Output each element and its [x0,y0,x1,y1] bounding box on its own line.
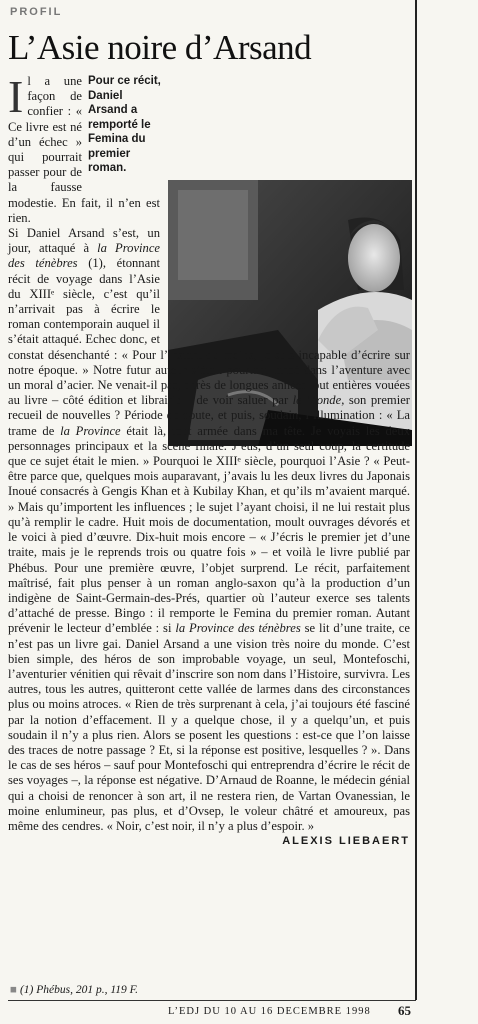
newspaper-title: le Monde [292,393,342,408]
headline: L’Asie noire d’Arsand [8,28,312,67]
folio: L’EDJ DU 10 AU 16 DECEMBRE 1998 [168,1006,371,1017]
page-number: 65 [398,1003,411,1018]
photo-caption: Pour ce récit, Daniel Arsand a remporté le Femina du premier roman. [88,75,161,174]
paragraph-body: Si Daniel Arsand s’est, un jour, attaqué à la Province des ténèbres (1), étonnant récit de voyage dans l’Asie du XIIIᵉ siècle, c’est qu’il n’arrivait pas à écrire le roman contemporain auquel il s’était attaqué. Echec donc, et constat désenchanté : « Pour l’instant du moins, je suis incapable d’écrire sur notre époque. » Notre futur auteur s’était pourtant lancé dans l’aventure avec un moral d’acier. Ne venait-il pas, après de longues années tout entières vouées au livre – côté édition et librairie – de voir saluer par le Monde, son premier recueil de nouvelles ? Période de doute, et puis, soudain, l’illumination : « La trame de la Province était là, tout armée dans ma tête. Je voyais les deux personnages principaux et la scène finale. J’eus, d’un seul coup, la certitude que ce sujet était le mien. » Pourquoi le XIIIᵉ siècle, pourquoi l’Asie ? « Peut-être parce que, quelques mois auparavant, j’avais lu les deux livres du Japonais Inoué consacrés à Gengis Khan et à Kubilay Khan, et qu’ils m’avaient marqué. » Mais qu’importent les influences ; le sujet l’ayant choisi, il ne lui restait plus qu’à remplir le cadre. Huit mois de documentation, moult ouvrages dévorés et le voici à pied d’œuvre. Dix-huit mois encore – « J’écris le premier jet d’une traite, mais je le reprends trois ou quatre fois » – et voilà le livre publié par Phébus. Pour une première œuvre, l’objet surprend. Le récit, parfaitement maîtrisé, fait plus penser à un roman anglo-saxon qu’à la production d’un indigène de Saint-Germain-des-Prés, quartier où l’auteur exerce ses talents d’attaché de presse. Bingo : il remporte le Femina du premier roman. Autant prévenir le lecteur d’emblée : si la Province des ténèbres se lit d’une traite, ce n’est pas un livre gai. Daniel Arsand a une vision très noire du monde. C’est bien simple, des héros de son improbable voyage, un seul, Montefoschi, l’aventurier vénitien qui rêvait d’inscrire son nom dans l’Histoire, survivra. Les autres, tous les autres, quitteront cette vallée de larmes dans des circonstances plus ou moins atroces. « Rien de très surprenant à cela, j’ai toujours été fasciné par la notion d’effacement. Il y a quelque chose, il y a quelqu’un, et puis soudain il n’y a plus rien. Alors se posent les questions : est-ce que l’on laisse des traces de notre passage ? Et, si la réponse est positive, lesquelles ? ». Dans le cas de ses héros – sauf pour Montefoschi qui entreprendra d’écrire le récit de ses voyages –, la réponse est négative. D’Arnaud de Roanne, le médecin génial qui a choisi de renoncer à son art, il ne restera rien, de Vartan Ovanessian, le moine enlumineur, pas plus, et d’Ovsep, le voleur châtré et amoureux, pas même des cendres. « Noir, c’est noir, il n’y a plus d’espoir. » [8,226,410,833]
footer-rule [8,1000,416,1001]
footnote: ■ (1) Phébus, 201 p., 119 F. [10,984,139,996]
article-body [8,71,410,849]
byline: ALEXIS LIEBAERT [282,835,410,848]
drop-cap: I [8,71,24,122]
book-title-repeat: la Province des ténèbres [175,621,301,636]
paragraph-intro: l a une façon de confier : « Ce livre est né d’un échec » qui pourrait passer pour de la fausse modestie. En fait, il n’en est rien. [8,74,160,225]
footnote-marker: ■ [10,984,17,996]
book-title-short: la Province [60,423,121,438]
book-title: la Province des ténèbres [8,241,161,271]
section-kicker: PROFIL [10,6,63,18]
column-rule [415,0,417,1000]
